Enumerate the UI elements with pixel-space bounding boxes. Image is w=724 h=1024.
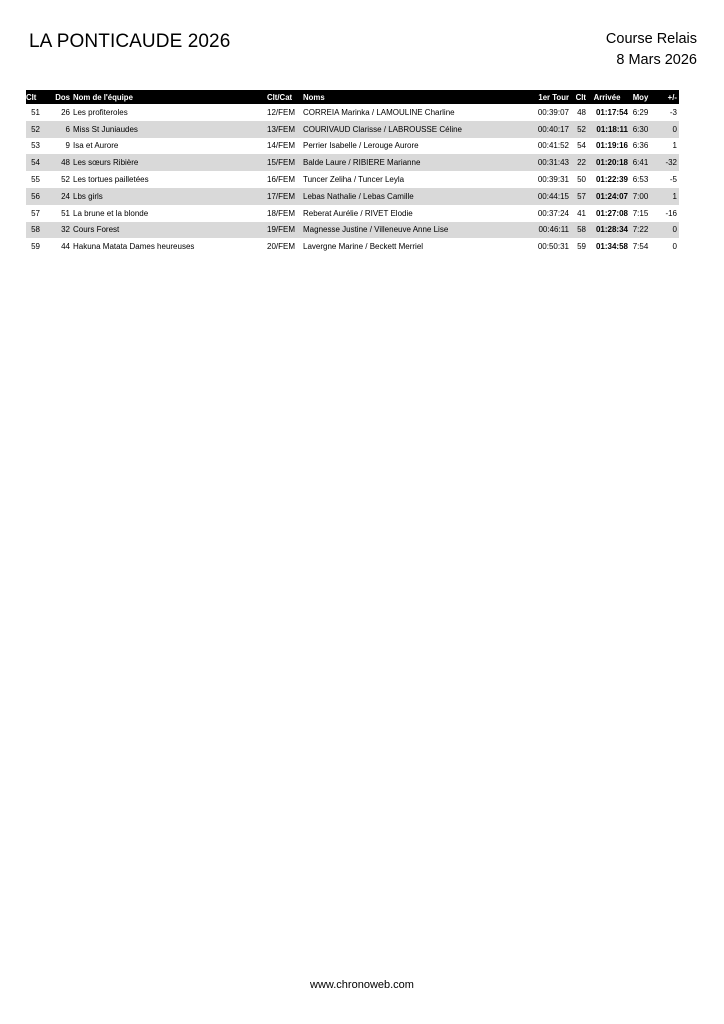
cell-team: Hakuna Matata Dames heureuses: [73, 242, 195, 252]
cell-dos: 6: [40, 121, 70, 138]
cell-cltcat: 16/FEM: [267, 175, 296, 185]
cell-lap1: 00:39:31: [537, 175, 569, 185]
cell-arrival: 01:27:08: [595, 208, 628, 218]
col-header-names: Noms: [301, 90, 529, 104]
cell-avg: 7:54: [632, 242, 649, 252]
cell-arrival: 01:17:54: [595, 107, 628, 117]
cell-lap1: 00:40:17: [529, 121, 569, 138]
cell-clt2: 48: [577, 107, 586, 117]
cell-team: Isa et Aurore: [73, 141, 119, 151]
table-row: [26, 205, 679, 222]
cell-dos: 48: [40, 154, 70, 171]
cell-arrival: 01:34:58: [595, 242, 628, 252]
cell-clt2: 54: [577, 141, 586, 151]
table-row: [26, 238, 679, 255]
cell-clt2: 52: [569, 121, 586, 138]
cell-clt2: 50: [577, 175, 586, 185]
cell-arrival: 01:22:39: [595, 175, 628, 185]
cell-dos: 9: [65, 141, 70, 151]
col-header-lap1: 1er Tour: [529, 90, 569, 104]
cell-team: Les profiteroles: [73, 107, 128, 117]
cell-arrival: 01:28:34: [586, 222, 628, 239]
table-row: [26, 154, 679, 171]
col-header-clt2: Clt: [569, 90, 586, 104]
cell-lap1: 00:46:11: [529, 222, 569, 239]
race-type: Course Relais: [605, 31, 697, 47]
cell-team: Les sœurs Ribière: [70, 154, 267, 171]
cell-diff: -5: [669, 175, 677, 185]
cell-diff: 0: [672, 242, 677, 252]
table-row: [26, 121, 679, 138]
cell-clt: 58: [26, 222, 40, 239]
cell-names: Tuncer Zeliha / Tuncer Leyla: [303, 175, 405, 185]
cell-team: Cours Forest: [70, 222, 267, 239]
cell-diff: 1: [653, 188, 679, 205]
cell-arrival: 01:18:11: [586, 121, 628, 138]
cell-cltcat: 18/FEM: [267, 208, 296, 218]
cell-team: La brune et la blonde: [73, 208, 149, 218]
table-row: [26, 171, 679, 188]
cell-names: Lebas Nathalie / Lebas Camille: [301, 188, 529, 205]
cell-cltcat: 13/FEM: [267, 121, 301, 138]
cell-clt2: 57: [569, 188, 586, 205]
table-row: [26, 138, 679, 155]
cell-team: Miss St Juniaudes: [70, 121, 267, 138]
cell-clt: 52: [26, 121, 40, 138]
cell-dos: 44: [61, 242, 70, 252]
cell-names: Balde Laure / RIBIERE Marianne: [301, 154, 529, 171]
cell-names: COURIVAUD Clarisse / LABROUSSE Céline: [301, 121, 529, 138]
cell-cltcat: 20/FEM: [267, 242, 296, 252]
cell-lap1: 00:37:24: [537, 208, 569, 218]
cell-diff: 0: [653, 121, 679, 138]
cell-avg: 6:30: [628, 121, 653, 138]
cell-clt: 55: [31, 175, 40, 185]
cell-lap1: 00:31:43: [529, 154, 569, 171]
cell-names: CORREIA Marinka / LAMOULINE Charline: [303, 107, 455, 117]
cell-clt2: 58: [569, 222, 586, 239]
cell-clt: 57: [31, 208, 40, 218]
col-header-team: Nom de l'équipe: [70, 90, 267, 104]
col-header-diff: +/-: [653, 90, 679, 104]
table-header-row: [26, 90, 679, 104]
cell-cltcat: 12/FEM: [267, 107, 296, 117]
cell-cltcat: 19/FEM: [267, 222, 301, 239]
cell-team: Les tortues pailletées: [73, 175, 149, 185]
cell-dos: 32: [40, 222, 70, 239]
cell-cltcat: 17/FEM: [267, 188, 301, 205]
cell-lap1: 00:50:31: [537, 242, 569, 252]
results-table: [26, 90, 679, 255]
cell-clt2: 41: [577, 208, 586, 218]
cell-avg: 6:41: [628, 154, 653, 171]
cell-dos: 24: [40, 188, 70, 205]
cell-avg: 7:15: [632, 208, 649, 218]
cell-clt: 53: [31, 141, 40, 151]
table-row: [26, 104, 679, 121]
cell-clt: 51: [31, 107, 40, 117]
cell-clt: 59: [31, 242, 40, 252]
cell-dos: 52: [61, 175, 70, 185]
cell-diff: 0: [653, 222, 679, 239]
cell-arrival: 01:19:16: [595, 141, 628, 151]
col-header-avg: Moy: [628, 90, 653, 104]
table-row: [26, 188, 679, 205]
cell-lap1: 00:41:52: [537, 141, 569, 151]
cell-arrival: 01:24:07: [586, 188, 628, 205]
cell-lap1: 00:44:15: [529, 188, 569, 205]
col-header-arrival: Arrivée: [586, 90, 628, 104]
cell-avg: 7:00: [628, 188, 653, 205]
table-row: [26, 222, 679, 239]
cell-avg: 6:53: [632, 175, 649, 185]
cell-clt: 56: [26, 188, 40, 205]
cell-diff: -32: [653, 154, 679, 171]
cell-names: Lavergne Marine / Beckett Merriel: [303, 242, 424, 252]
page-title: LA PONTICAUDE 2026: [29, 31, 231, 52]
race-date: 8 Mars 2026: [616, 52, 697, 68]
col-header-cltcat: Clt/Cat: [267, 90, 301, 104]
cell-diff: -16: [665, 208, 677, 218]
race-info: [606, 29, 697, 71]
cell-avg: 6:36: [632, 141, 649, 151]
cell-dos: 26: [61, 107, 70, 117]
footer-website: www.chronoweb.com: [310, 979, 414, 991]
cell-arrival: 01:20:18: [586, 154, 628, 171]
cell-clt2: 22: [569, 154, 586, 171]
col-header-clt: Clt: [26, 90, 40, 104]
cell-names: Reberat Aurélie / RIVET Elodie: [303, 208, 413, 218]
cell-names: Perrier Isabelle / Lerouge Aurore: [303, 141, 419, 151]
cell-lap1: 00:39:07: [537, 107, 569, 117]
cell-dos: 51: [61, 208, 70, 218]
cell-diff: -3: [669, 107, 677, 117]
cell-diff: 1: [672, 141, 677, 151]
cell-clt2: 59: [577, 242, 586, 252]
cell-avg: 7:22: [628, 222, 653, 239]
cell-team: Lbs girls: [70, 188, 267, 205]
cell-cltcat: 14/FEM: [267, 141, 296, 151]
cell-cltcat: 15/FEM: [267, 154, 301, 171]
cell-clt: 54: [26, 154, 40, 171]
cell-avg: 6:29: [632, 107, 649, 117]
cell-names: Magnesse Justine / Villeneuve Anne Lise: [301, 222, 529, 239]
col-header-dos: Dos: [40, 90, 70, 104]
